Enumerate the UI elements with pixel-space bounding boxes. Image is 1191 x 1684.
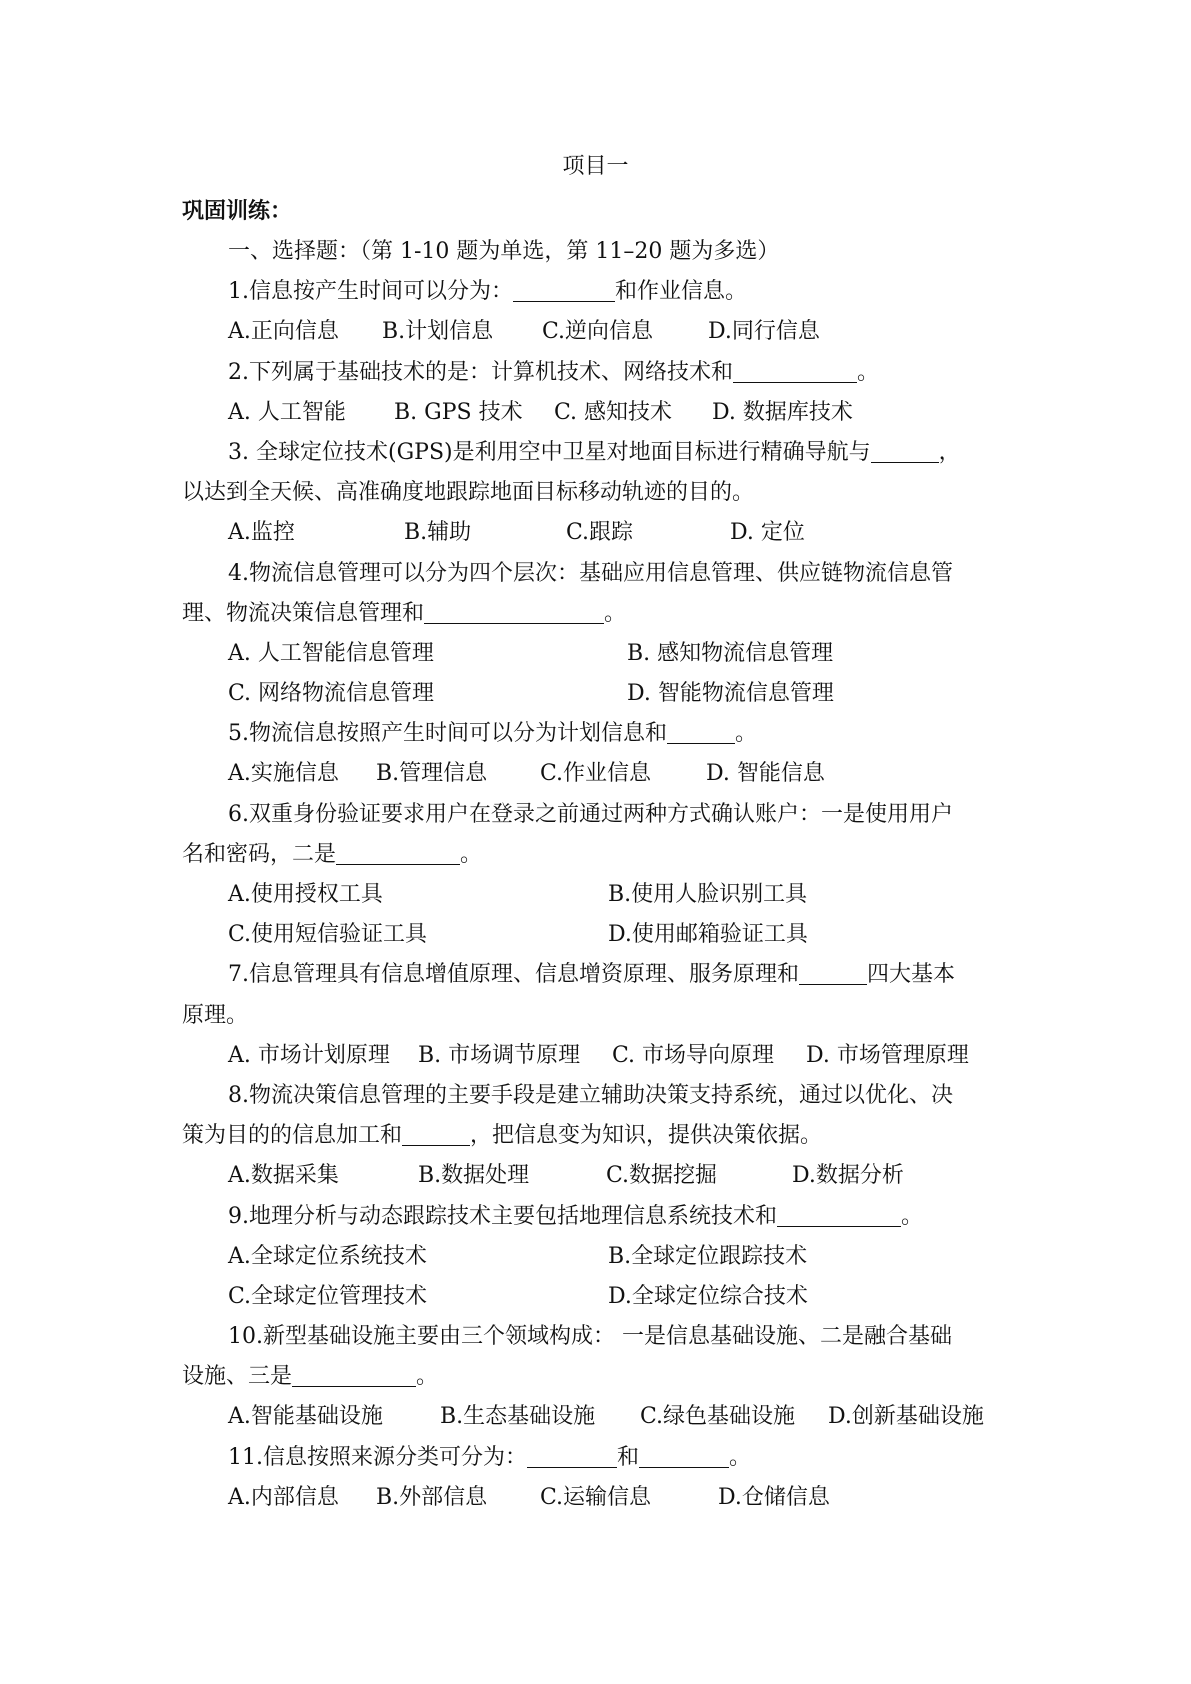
answer-blank[interactable] — [667, 719, 735, 744]
question-text: 。 — [460, 841, 483, 867]
question-text: 。 — [604, 600, 627, 626]
question-text: 7.信息管理具有信息增值原理、信息增资原理、服务原理和 — [228, 962, 799, 988]
option-c[interactable]: C.使用短信验证工具 — [228, 922, 428, 948]
answer-blank[interactable] — [799, 960, 867, 985]
option-b[interactable]: B.全球定位跟踪技术 — [608, 1243, 808, 1269]
answer-blank[interactable] — [777, 1202, 901, 1227]
option-d[interactable]: D.创新基础设施 — [828, 1404, 984, 1430]
question-text: 以达到全天候、高准确度地跟踪地面目标移动轨迹的目的。 — [182, 480, 755, 506]
option-b[interactable]: B.管理信息 — [376, 761, 488, 787]
question-1-options — [182, 312, 1017, 352]
question-3-options — [182, 513, 1017, 553]
option-a[interactable]: A. 市场计划原理 — [228, 1042, 390, 1068]
option-b[interactable]: B. 市场调节原理 — [418, 1042, 581, 1068]
question-9-options-row-2 — [182, 1277, 1017, 1317]
question-5-options — [182, 754, 1017, 794]
option-c[interactable]: C. 市场导向原理 — [612, 1042, 775, 1068]
question-text: 名和密码，二是 — [182, 841, 337, 867]
option-d[interactable]: D.使用邮箱验证工具 — [608, 922, 808, 948]
question-text: 4.物流信息管理可以分为四个层次：基础应用信息管理、供应链物流信息管 — [228, 560, 953, 586]
question-5-line-1 — [182, 714, 1017, 754]
question-text: 11.信息按照来源分类可分为： — [228, 1444, 527, 1470]
question-4-options-row-2 — [182, 674, 1017, 714]
question-11-options — [182, 1478, 1017, 1518]
option-c[interactable]: C. 感知技术 — [554, 399, 673, 425]
option-a[interactable]: A.正向信息 — [228, 319, 339, 345]
question-text: ， — [938, 439, 961, 465]
question-text: 8.物流决策信息管理的主要手段是建立辅助决策支持系统，通过以优化、决 — [228, 1082, 953, 1108]
question-4-line-1 — [182, 554, 1017, 594]
question-text: 10.新型基础设施主要由三个领域构成： 一是信息基础设施、二是融合基础 — [228, 1324, 952, 1350]
question-text: 原理。 — [182, 1002, 249, 1028]
option-a[interactable]: A. 人工智能信息管理 — [228, 640, 434, 666]
option-d[interactable]: D. 智能信息 — [706, 761, 825, 787]
question-4-options-row-1 — [182, 634, 1017, 674]
option-d[interactable]: D.数据分析 — [792, 1163, 904, 1189]
option-a[interactable]: A.监控 — [228, 520, 295, 546]
question-7-line-2 — [182, 996, 1017, 1036]
question-text: 设施、三是 — [182, 1364, 293, 1390]
question-8-options — [182, 1156, 1017, 1196]
option-b[interactable]: B. GPS 技术 — [394, 399, 523, 425]
option-c[interactable]: C.数据挖掘 — [606, 1163, 718, 1189]
option-a[interactable]: A. 人工智能 — [228, 399, 346, 425]
question-10-options — [182, 1397, 1017, 1437]
option-d[interactable]: D. 数据库技术 — [712, 399, 853, 425]
answer-blank-1[interactable] — [527, 1443, 617, 1468]
answer-blank[interactable] — [402, 1121, 470, 1146]
option-b[interactable]: B.计划信息 — [382, 319, 494, 345]
option-b[interactable]: B.生态基础设施 — [440, 1404, 596, 1430]
option-a[interactable]: A.使用授权工具 — [228, 882, 383, 907]
question-text: 四大基本 — [867, 962, 956, 988]
question-text: 和 — [617, 1444, 640, 1470]
question-text: 。 — [729, 1444, 752, 1470]
question-9-line-1 — [182, 1197, 1017, 1237]
answer-blank[interactable] — [513, 277, 615, 302]
option-a[interactable]: A.实施信息 — [228, 761, 339, 787]
option-b[interactable]: B.辅助 — [404, 520, 472, 546]
question-11-line-1 — [182, 1438, 1017, 1478]
answer-blank[interactable] — [733, 358, 857, 383]
option-c[interactable]: C.逆向信息 — [542, 319, 654, 345]
option-c[interactable]: C.全球定位管理技术 — [228, 1283, 428, 1309]
question-text: ，把信息变为知识，提供决策依据。 — [470, 1123, 823, 1149]
question-7-options — [182, 1036, 1017, 1076]
option-a[interactable]: A.数据采集 — [228, 1163, 339, 1189]
option-b[interactable]: B.数据处理 — [418, 1163, 530, 1189]
question-text: 3. 全球定位技术(GPS)是利用空中卫星对地面目标进行精确导航与 — [228, 439, 871, 465]
option-a[interactable]: A.内部信息 — [228, 1484, 339, 1510]
option-c[interactable]: C. 网络物流信息管理 — [228, 681, 435, 707]
option-c[interactable]: C.运输信息 — [540, 1484, 652, 1510]
question-10-line-2 — [182, 1357, 1017, 1397]
question-3-line-1 — [182, 433, 1017, 473]
option-b[interactable]: B.使用人脸识别工具 — [608, 882, 808, 907]
option-c[interactable]: C.跟踪 — [566, 520, 634, 546]
page-title: 项目一 — [562, 154, 629, 179]
question-list — [182, 232, 1017, 1518]
option-a[interactable]: A.全球定位系统技术 — [228, 1243, 427, 1269]
option-d[interactable]: D.仓储信息 — [718, 1484, 830, 1510]
question-6-options-row-1 — [182, 875, 1017, 915]
question-text: 。 — [901, 1203, 924, 1229]
option-c[interactable]: C.绿色基础设施 — [640, 1404, 796, 1430]
option-c[interactable]: C.作业信息 — [540, 761, 652, 787]
question-6-line-2 — [182, 835, 1017, 875]
option-b[interactable]: B.外部信息 — [376, 1484, 488, 1510]
question-text: 1.信息按产生时间可以分为： — [228, 279, 513, 305]
section-title: 巩固训练： — [182, 198, 293, 224]
question-text: 6.双重身份验证要求用户在登录之前通过两种方式确认账户：一是使用用户 — [228, 801, 953, 827]
answer-blank[interactable] — [871, 438, 939, 463]
option-d[interactable]: D.全球定位综合技术 — [608, 1283, 808, 1309]
question-text: 。 — [735, 721, 758, 747]
answer-blank[interactable] — [336, 840, 460, 865]
question-8-line-1 — [182, 1076, 1017, 1116]
question-6-line-1 — [182, 795, 1017, 835]
instructions: 一、选择题：（第 1-10 题为单选，第 11–20 题为多选） — [228, 239, 780, 264]
question-text: 理、物流决策信息管理和 — [182, 600, 425, 626]
question-text: 。 — [857, 359, 880, 385]
answer-blank[interactable] — [292, 1362, 416, 1387]
question-2-line-1 — [182, 353, 1017, 393]
question-text: 和作业信息。 — [615, 279, 748, 305]
question-text: 5.物流信息按照产生时间可以分为计划信息和 — [228, 721, 667, 747]
question-3-line-2 — [182, 473, 1017, 513]
question-1-line-1 — [182, 272, 1017, 312]
option-d[interactable]: D. 市场管理原理 — [806, 1042, 969, 1068]
option-a[interactable]: A.智能基础设施 — [228, 1404, 383, 1430]
question-2-options — [182, 393, 1017, 433]
answer-blank-2[interactable] — [639, 1443, 729, 1468]
question-10-line-1 — [182, 1317, 1017, 1357]
question-7-line-1 — [182, 955, 1017, 995]
question-6-options-row-2 — [182, 915, 1017, 955]
answer-blank[interactable] — [424, 599, 604, 624]
question-text: 9.地理分析与动态跟踪技术主要包括地理信息系统技术和 — [228, 1203, 777, 1229]
option-d[interactable]: D. 智能物流信息管理 — [627, 681, 834, 707]
question-9-options-row-1 — [182, 1237, 1017, 1277]
question-text: 。 — [416, 1364, 439, 1390]
question-text: 2.下列属于基础技术的是：计算机技术、网络技术和 — [228, 359, 733, 385]
question-text: 策为目的的信息加工和 — [182, 1123, 403, 1149]
option-d[interactable]: D.同行信息 — [708, 319, 820, 345]
option-d[interactable]: D. 定位 — [730, 520, 805, 546]
question-4-line-2 — [182, 594, 1017, 634]
option-b[interactable]: B. 感知物流信息管理 — [627, 640, 834, 666]
question-8-line-2 — [182, 1116, 1017, 1156]
